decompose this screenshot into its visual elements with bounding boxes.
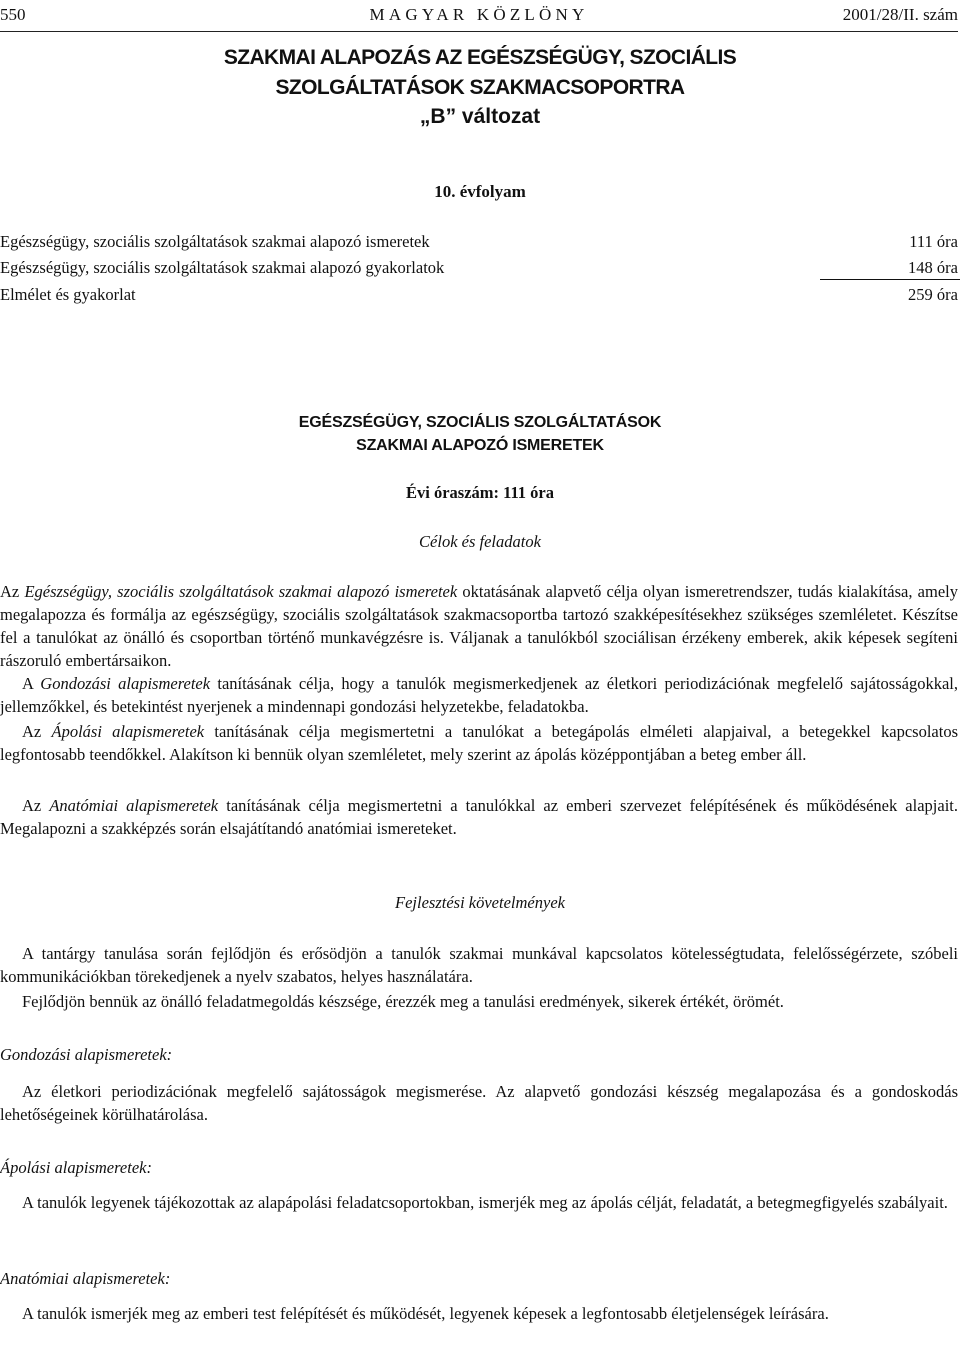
text-span: oktatásának alapvető célja olyan ismeretrendszer, tudás kialakítása, amely megalapozza és formálja az egészségügy, szociális szolgáltatások szakmacsoportba tartozó szakképesítésekhez szükséges szemléletet. Készítse fel a tanulókat az önálló és csoportban történő munkavégzésre is. Váljanak a tanulókból szociálisan érzékeny emberek, akik képesek segíteni rászoruló embertársaikon. [0,582,958,670]
hours-total-row [0,283,958,307]
subject-name: Egészségügy, szociális szolgáltatások szakmai alapozó ismeretek [24,582,458,601]
hours-value: 148 óra [908,258,958,277]
goals-paragraph [0,672,958,718]
hours-row [0,256,958,280]
development-paragraph: A tantárgy tanulása során fejlődjön és erősödjön a tanulók szakmai munkával kapcsolatos kötelességtudata, felelősségérzete, szóbeli kommunikációkban törekedjenek a nyelv szabatos, helyes használatára. [0,944,958,986]
subject-name: Anatómiai alapismeretek [49,796,219,815]
goals-paragraph [0,580,958,672]
text-span: A [22,674,41,693]
section-title-line-1: EGÉSZSÉGÜGY, SZOCIÁLIS SZOLGÁLTATÁSOK [298,414,662,431]
hours-label: Egészségügy, szociális szolgáltatások szakmai alapozó gyakorlatok [0,258,445,277]
text-span: tanításának célja megismertetni a tanulókat a betegápolás elméleti alapjaival, a betegekkel kapcsolatos legfontosabb teendőkkel. Alakítson ki bennük olyan szemléletet, mely szerint az ápolás középpontjában a beteg ember áll. [0,722,958,764]
issue-number: 2001/28/II. szám [842,5,958,24]
hours-row [0,230,958,254]
document-title-line-2: SZOLGÁLTATÁSOK SZAKMACSOPORTRA [275,76,685,99]
section-title-line-2: SZAKMAI ALAPOZÓ ISMERETEK [356,437,604,454]
subject-paragraph: Az életkori periodizációnak megfelelő sajátosságok megismerése. Az alapvető gondozási készség megalapozása és a gondoskodás lehetőségeinek körülhatárolása. [0,1082,958,1124]
goals-paragraph [0,720,958,766]
hours-value: 111 óra [909,232,958,251]
text-span: Az [0,582,25,601]
subject-heading: Anatómiai alapismeretek: [0,1269,171,1288]
document-title-line-1: SZAKMAI ALAPOZÁS AZ EGÉSZSÉGÜGY, SZOCIÁLIS [223,46,737,69]
text-span: tanításának célja, hogy a tanulók megismerkedjenek az életkori periodizációnak megfelelő sajátosságokkal, jellemzőkkel, és betekintést nyerjenek a mindennapi gondozási helyzetekbe, feladatokba. [0,674,958,716]
subject-paragraph: A tanulók legyenek tájékozottak az alapápolási feladatcsoportokban, ismerjék meg az ápolás célját, feladatát, a betegmegfigyelés szabályait. [22,1193,948,1212]
development-heading: Fejlesztési követelmények [395,893,565,912]
sum-underline [820,279,960,280]
annual-hours: Évi óraszám: 111 óra [405,483,555,502]
goals-heading: Célok és feladatok [419,532,541,551]
subject-name: Gondozási alapismeretek [40,674,211,693]
text-span: Az [22,722,52,741]
page-number: 550 [0,5,26,24]
grade-heading: 10. évfolyam [434,182,526,201]
development-paragraph: Fejlődjön bennük az önálló feladatmegoldás készsége, érezzék meg a tanulási eredmények, sikerek értékét, örömét. [22,992,784,1011]
subject-heading: Ápolási alapismeretek: [0,1158,152,1177]
document-variant: „B” változat [419,105,541,128]
header-rule [0,31,958,32]
subject-heading: Gondozási alapismeretek: [0,1045,173,1064]
hours-label: Egészségügy, szociális szolgáltatások szakmai alapozó ismeretek [0,232,430,251]
subject-name: Ápolási alapismeretek [51,722,205,741]
journal-title: MAGYAR KÖZLÖNY [369,5,589,24]
subject-paragraph: A tanulók ismerjék meg az emberi test felépítését és működését, legyenek képesek a legfontosabb életjelenségek leírására. [22,1304,829,1323]
page-header [0,3,958,27]
hours-label: Elmélet és gyakorlat [0,285,136,304]
hours-value: 259 óra [908,285,958,304]
text-span: Az [22,796,50,815]
goals-paragraph [0,794,958,840]
text-span: tanításának célja megismertetni a tanulókkal az emberi szervezet felépítésének és működésének alapjait. Megalapozni a szakképzés során elsajátítandó anatómiai ismereteket. [0,796,958,838]
